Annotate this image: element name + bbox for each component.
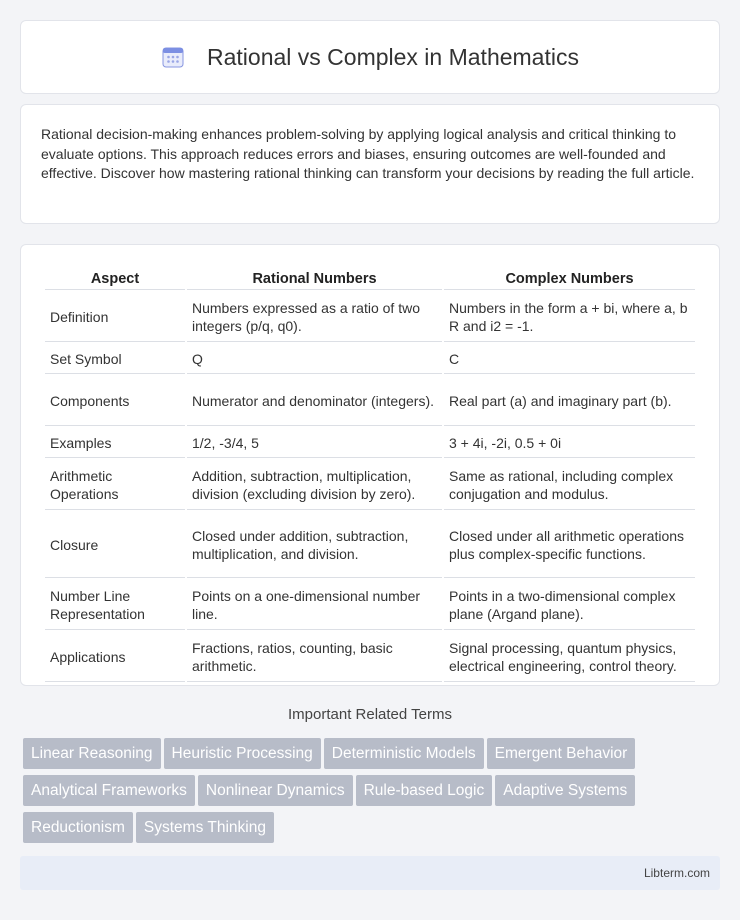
- table-cell: Numbers expressed as a ratio of two integers (p/q, q0).: [187, 292, 442, 342]
- related-term-tag[interactable]: Heuristic Processing: [164, 738, 321, 769]
- related-term-tag[interactable]: Linear Reasoning: [23, 738, 161, 769]
- related-terms-list: [23, 738, 723, 849]
- table-row: [45, 292, 695, 342]
- table-cell: 1/2, -3/4, 5: [187, 428, 442, 458]
- related-term-tag[interactable]: Rule-based Logic: [356, 775, 493, 806]
- table-cell: 3 + 4i, -2i, 0.5 + 0i: [444, 428, 695, 458]
- related-term-tag[interactable]: Reductionism: [23, 812, 133, 843]
- table-cell: C: [444, 344, 695, 374]
- table-row: [45, 512, 695, 578]
- table-cell: Closure: [45, 512, 185, 578]
- table-cell: Signal processing, quantum physics, electrical engineering, control theory.: [444, 632, 695, 682]
- related-term-tag[interactable]: Emergent Behavior: [487, 738, 636, 769]
- table-cell: Points on a one-dimensional number line.: [187, 580, 442, 630]
- intro-text: Rational decision-making enhances problem-solving by applying logical analysis and critical thinking to evaluate options. This approach reduces errors and biases, ensuring outcomes are well-founded and effective. Discover how mastering rational thinking can transform your decisions by reading the full article.: [41, 126, 695, 181]
- related-term-tag[interactable]: Systems Thinking: [136, 812, 274, 843]
- table-cell: Numbers in the form a + bi, where a, b R and i2 = -1.: [444, 292, 695, 342]
- table-cell: Applications: [45, 632, 185, 682]
- table-cell: Definition: [45, 292, 185, 342]
- related-term-tag[interactable]: Analytical Frameworks: [23, 775, 195, 806]
- table-cell: Closed under all arithmetic operations plus complex-specific functions.: [444, 512, 695, 578]
- table-row: [45, 344, 695, 374]
- table-row: [45, 580, 695, 630]
- header-card: [20, 20, 720, 94]
- table-cell: Components: [45, 376, 185, 426]
- table-cell: Addition, subtraction, multiplication, division (excluding division by zero).: [187, 460, 442, 510]
- table-cell: Real part (a) and imaginary part (b).: [444, 376, 695, 426]
- column-header: Aspect: [45, 267, 185, 290]
- page-title: Rational vs Complex in Mathematics: [207, 43, 579, 70]
- footer-site-link[interactable]: Libterm.com: [643, 866, 710, 880]
- footer: [20, 856, 720, 890]
- intro-card: [20, 104, 720, 224]
- comparison-table: [43, 265, 697, 684]
- calendar-icon: [161, 45, 185, 69]
- related-terms-title: Important Related Terms: [288, 706, 452, 723]
- column-header: Complex Numbers: [444, 267, 695, 290]
- table-cell: Number Line Representation: [45, 580, 185, 630]
- table-cell: Points in a two-dimensional complex plane (Argand plane).: [444, 580, 695, 630]
- table-cell: Arithmetic Operations: [45, 460, 185, 510]
- table-header-row: [45, 267, 695, 290]
- table-row: [45, 428, 695, 458]
- table-cell: Fractions, ratios, counting, basic arithmetic.: [187, 632, 442, 682]
- table-cell: Numerator and denominator (integers).: [187, 376, 442, 426]
- related-term-tag[interactable]: Nonlinear Dynamics: [198, 775, 353, 806]
- table-cell: Q: [187, 344, 442, 374]
- table-cell: Set Symbol: [45, 344, 185, 374]
- related-term-tag[interactable]: Deterministic Models: [324, 738, 484, 769]
- table-cell: Same as rational, including complex conjugation and modulus.: [444, 460, 695, 510]
- table-row: [45, 632, 695, 682]
- table-row: [45, 376, 695, 426]
- related-term-tag[interactable]: Adaptive Systems: [495, 775, 635, 806]
- table-row: [45, 460, 695, 510]
- table-cell: Closed under addition, subtraction, multiplication, and division.: [187, 512, 442, 578]
- column-header: Rational Numbers: [187, 267, 442, 290]
- table-cell: Examples: [45, 428, 185, 458]
- comparison-card: [20, 244, 720, 686]
